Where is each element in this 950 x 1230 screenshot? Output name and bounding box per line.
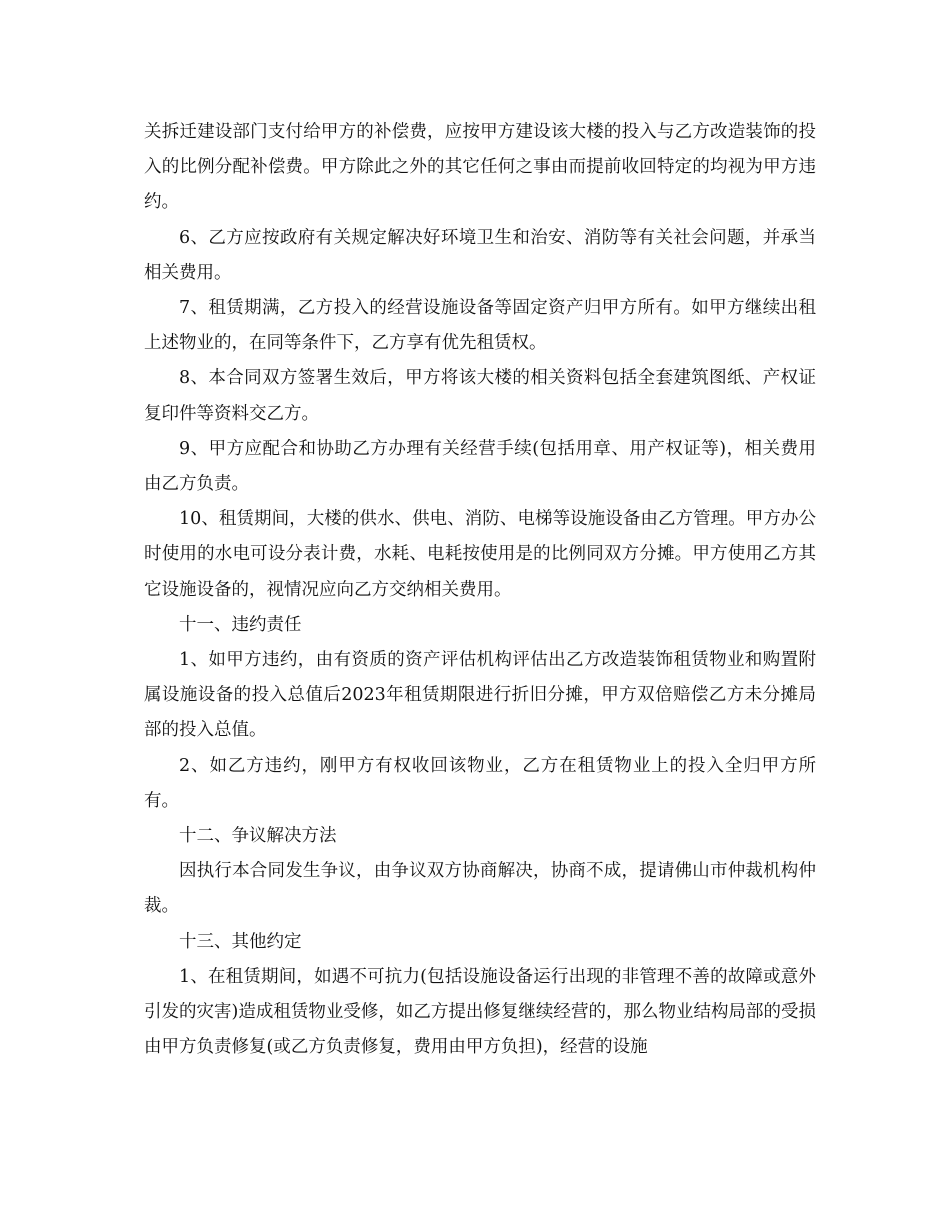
dispute-clause: 因执行本合同发生争议，由争议双方协商解决，协商不成，提请佛山市仲裁机构仲裁。 — [144, 861, 816, 917]
section-heading-other: 十三、其他约定 — [179, 931, 302, 952]
breach-clause-2: 2、如乙方违约，刚甲方有权收回该物业，乙方在租赁物业上的投入全归甲方所有。 — [144, 755, 816, 811]
contract-body — [144, 115, 816, 1065]
other-clause-1: 1、在租赁期间，如遇不可抗力(包括设施设备运行出现的非管理不善的故障或意外引发的灾害)造成租赁物业受修，如乙方提出修复继续经营的，那么物业结构局部的受损由甲方负责修复(或乙方负责修复，费用由甲方负担)，经营的设施 — [144, 966, 816, 1058]
paragraph-continuation: 关拆迁建设部门支付给甲方的补偿费，应按甲方建设该大楼的投入与乙方改造装饰的投入的比例分配补偿费。甲方除此之外的其它任何之事由而提前收回特定的均视为甲方违约。 — [144, 122, 816, 213]
section-heading-breach: 十一、违约责任 — [179, 614, 302, 635]
clause-10: 10、租赁期间，大楼的供水、供电、消防、电梯等设施设备由乙方管理。甲方办公时使用的水电可设分表计费，水耗、电耗按使用是的比例同双方分摊。甲方使用乙方其它设施设备的，视情况应向乙方交纳相关费用。 — [144, 509, 816, 600]
breach-clause-1: 1、如甲方违约，由有资质的资产评估机构评估出乙方改造装饰租赁物业和购置附属设施设备的投入总值后2023年租赁期限进行折旧分摊，甲方双倍赔偿乙方未分摊局部的投入总值。 — [144, 650, 816, 741]
clause-6: 6、乙方应按政府有关规定解决好环境卫生和治安、消防等有关社会问题，并承当相关费用。 — [144, 227, 816, 283]
clause-9: 9、甲方应配合和协助乙方办理有关经营手续(包括用章、用产权证等)，相关费用由乙方负责。 — [144, 438, 816, 495]
clause-8: 8、本合同双方签署生效后，甲方将该大楼的相关资料包括全套建筑图纸、产权证复印件等资料交乙方。 — [144, 368, 816, 424]
section-heading-dispute: 十二、争议解决方法 — [179, 826, 337, 847]
clause-7: 7、租赁期满，乙方投入的经营设施设备等固定资产归甲方所有。如甲方继续出租上述物业的，在同等条件下，乙方享有优先租赁权。 — [144, 298, 816, 354]
